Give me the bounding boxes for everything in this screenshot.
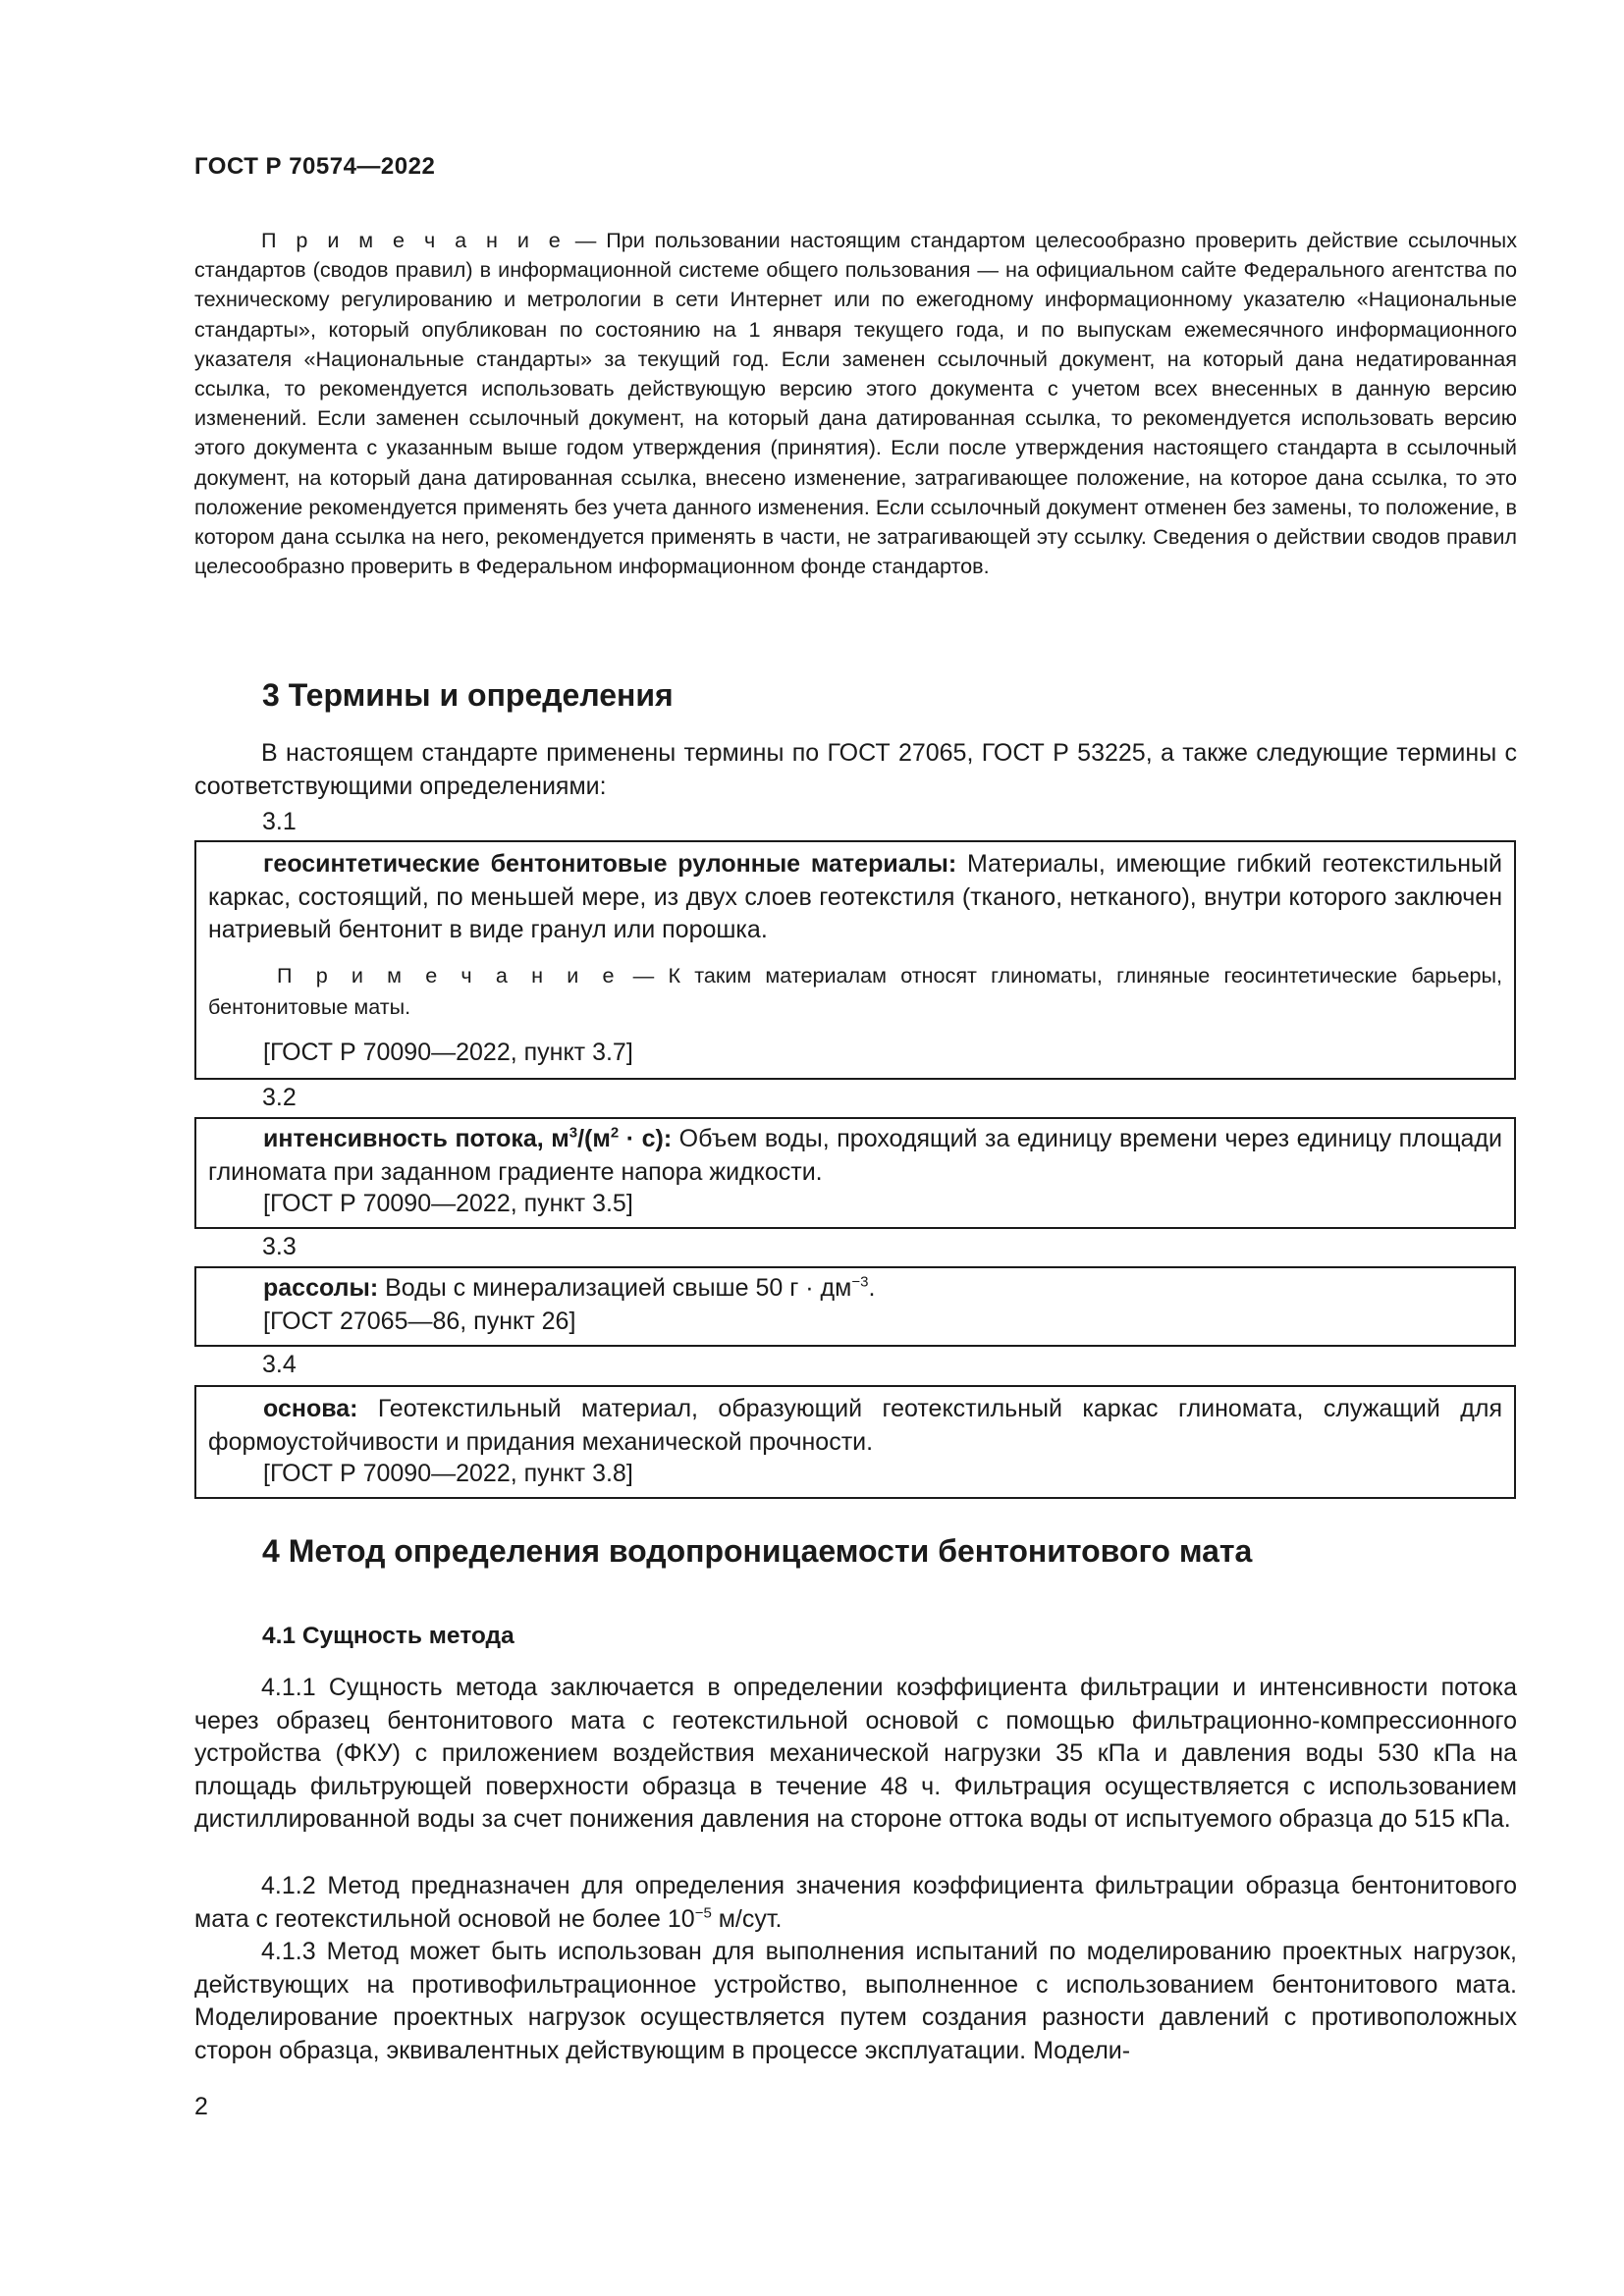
reference-note (194, 226, 1517, 581)
term-reference-3-2: [ГОСТ Р 70090—2022, пункт 3.5] (263, 1190, 633, 1217)
term-reference-3-3: [ГОСТ 27065—86, пункт 26] (263, 1308, 576, 1335)
term-definition-3-1: геосинтетические бентонитовые рулонные материалы: Материалы, имеющие гибкий геотекстильный каркас, состоящий, по меньшей мере, из двух слоев геотекстиля (тканого, нетканого), внутри которого заключен натриевый бентонит в виде гранул или порошка. (208, 850, 1502, 943)
term-box-3-1 (194, 840, 1516, 1080)
term-name: интенсивность потока, $м^3/(м^2 \cdot с)$: (263, 1124, 673, 1152)
document-header: ГОСТ Р 70574—2022 (194, 153, 436, 180)
term-note-3-1: П р и м е ч а н и е — К таким материалам относят глиноматы, глиняные геосинтетические барьеры, бентонитовые маты. (208, 963, 1502, 1019)
term-box-3-3 (194, 1266, 1516, 1347)
note-text: — При пользовании настоящим стандартом целесообразно проверить действие ссылочных стандартов (сводов правил) в информационной системе общего пользования — на официальном сайте Федерального агентства по техническому регулированию и метрологии в сети Интернет или по ежегодному информационному указателю «Национальные стандарты», который опубликован по состоянию на 1 января текущего года, и по выпускам ежемесячного информационного указателя «Национальные стандарты» за текущий год. Если заменен ссылочный документ, на который дана недатированная ссылка, то рекомендуется использовать действующую версию этого документа с учетом всех внесенных в данную версию изменений. Если заменен ссылочный документ, на который дана датированная ссылка, то рекомендуется использовать версию этого документа с указанным выше годом утверждения (принятия). Если после утверждения настоящего стандарта в ссылочный документ, на который дана датированная ссылка, внесено изменение, затрагивающее положение, на которое дана ссылка, то это положение рекомендуется применять без учета данного изменения. Если ссылочный документ отменен без замены, то положение, в котором дана ссылка на него, рекомендуется применять в части, не затрагивающей эту ссылку. Сведения о действии сводов правил целесообразно проверить в Федеральном информационном фонде стандартов. (194, 228, 1517, 579)
paragraph-4-1-3: 4.1.3 Метод может быть использован для выполнения испытаний по моделированию проектных нагрузок, действующих на противофильтрационное устройство, выполненное с использованием бентонитового мата. Моделирование проектных нагрузок осуществляется путем создания разности давлений с противоположных сторон образца, эквивалентных действующим в процессе эксплуатации. Модели- (194, 1938, 1517, 2064)
term-box-3-2 (194, 1117, 1516, 1229)
section-3-intro: В настоящем стандарте применены термины по ГОСТ 27065, ГОСТ Р 53225, а также следующие термины с соответствующими определениями: (194, 739, 1517, 800)
term-name: рассолы: (263, 1274, 379, 1302)
term-number-3-2: 3.2 (262, 1084, 297, 1111)
term-name: основа: (263, 1395, 358, 1422)
term-reference-3-4: [ГОСТ Р 70090—2022, пункт 3.8] (263, 1460, 633, 1487)
subsection-4-1-title: 4.1 Сущность метода (262, 1623, 514, 1649)
term-number-3-3: 3.3 (262, 1233, 297, 1260)
note-label: П р и м е ч а н и е (261, 228, 566, 252)
term-reference-3-1: [ГОСТ Р 70090—2022, пункт 3.7] (263, 1039, 633, 1066)
paragraph-4-1-1: 4.1.1 Сущность метода заключается в определении коэффициента фильтрации и интенсивности потока через образец бентонитового мата с геотекстильной основой с помощью фильтрационно-компрессионного устройства (ФКУ) с приложением воздействия механической нагрузки 35 кПа и давления воды 530 кПа на площадь фильтрующей поверхности образца в течение 48 ч. Фильтрация осуществляется с использованием дистиллированной воды за счет понижения давления на стороне оттока воды от испытуемого образца до 515 кПа. (194, 1674, 1517, 1833)
term-number-3-1: 3.1 (262, 808, 297, 835)
term-definition-3-3: рассолы: Воды с минерализацией свыше 50 $г \cdot дм^{-3}$. (263, 1273, 876, 1302)
term-box-3-4 (194, 1385, 1516, 1499)
term-name: геосинтетические бентонитовые рулонные материалы: (263, 850, 957, 878)
term-number-3-4: 3.4 (262, 1351, 297, 1378)
page-number: 2 (194, 2093, 208, 2120)
term-definition-3-2: интенсивность потока, $м^3/(м^2 \cdot с)$: Объем воды, проходящий за единицу времени через единицу площади глиномата при заданном градиенте напора жидкости. (208, 1124, 1502, 1186)
term-definition-3-4: основа: Геотекстильный материал, образующий геотекстильный каркас глиномата, служащий для формоустойчивости и придания механической прочности. (208, 1395, 1502, 1456)
paragraph-4-1-2: 4.1.2 Метод предназначен для определения значения коэффициента фильтрации образца бентонитового мата с геотекстильной основой не более $10^{-5}$ м/сут. (194, 1872, 1517, 1933)
section-3-title: 3 Термины и определения (262, 677, 674, 713)
section-4-title: 4 Метод определения водопроницаемости бентонитового мата (262, 1533, 1253, 1569)
